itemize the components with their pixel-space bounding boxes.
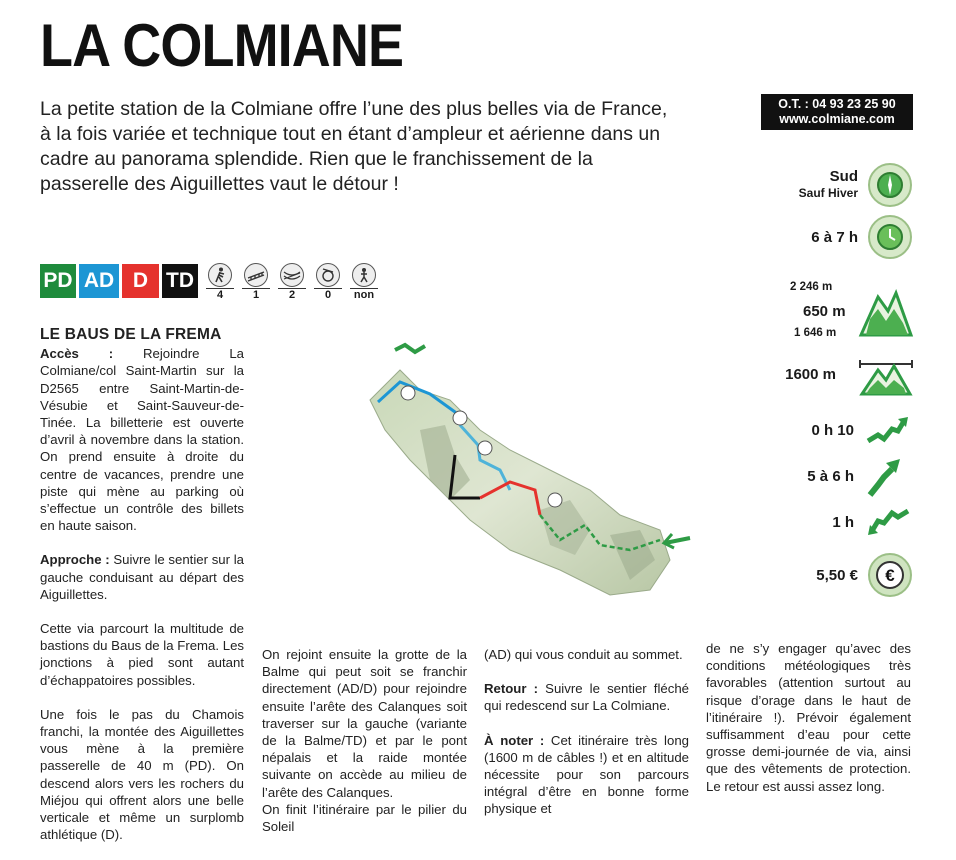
kids-icon — [352, 263, 376, 287]
paragraph: Cette via parcourt la multitude de bastions du Baus de la Frema. Les jonctions à pied sont autant d’échappatoires possibles. — [40, 621, 244, 688]
text-column-1 — [40, 326, 244, 860]
intro-text: La petite station de la Colmiane offre l’une des plus belles via de France, à la fois variée et technique tout en étant d’ampleur et aérienne dans un cadre au panorama splendide. Rien que le franchissement de la passerelle des Aiguillettes vaut le détour ! — [40, 98, 668, 195]
mountain-elevation-icon — [858, 283, 914, 339]
svg-text:€: € — [885, 566, 895, 585]
cable-bridge-icon — [280, 263, 304, 287]
approche-paragraph — [40, 551, 244, 603]
route-time-row — [807, 455, 912, 497]
grade-pd: PD — [40, 264, 76, 298]
paragraph: On rejoint ensuite la grotte de la Balme qui peut soit se franchir directement (AD/D) pour rejoindre ensuite l’arête des Calanques soit traverser sur la gauche (variante de la Balme/TD) et par le pont népalais et la raide montée suivante on accède au milieu de l’arête des Calanques. — [262, 647, 467, 800]
acces-text: Rejoindre La Colmiane/col Saint-Martin sur la D2565 entre Saint-Martin-de-Vésubie et Saint-Sauveur-de-Tinée. La billetterie est ouverte d’avril à novembre dans la station. On prend ensuite à droite du centre de vacances, prendre une piste qui mène au parking où s’effectue un contrôle des billets en haute saison. — [40, 346, 244, 534]
duration-value: 6 à 7 h — [811, 228, 858, 246]
equipment-value: 2 — [278, 288, 306, 301]
retour-text: Suivre le sentier fléché qui redescend sur La Colmiane. — [484, 681, 689, 714]
length-row — [785, 366, 846, 383]
equipment-value: non — [350, 288, 378, 301]
clock-icon — [868, 215, 912, 259]
altitude-bottom: 1 646 m — [794, 327, 837, 339]
retour-label: Retour : — [484, 681, 539, 697]
ascent-arrow-icon — [864, 455, 912, 497]
noter-paragraph — [484, 732, 689, 818]
equipment-item — [314, 263, 342, 301]
equipment-item — [350, 263, 378, 301]
equipment-item — [206, 263, 234, 301]
paragraph: de ne s’y engager qu’avec des conditions météologiques très favorables (attention surtout au risque d’orage dans le haut de l’itinéraire !). Prévoir également suffisamment d’eau pour cette grosse demi-journée de via, ainsi que des vêtements de protection. Le retour est aussi assez long. — [706, 641, 911, 794]
mountain-length-icon — [858, 350, 914, 396]
hiker-icon — [208, 263, 232, 287]
acces-paragraph — [40, 345, 244, 534]
orientation-value: Sud — [829, 168, 858, 185]
contact-phone: O.T. : 04 93 23 25 90 — [778, 97, 896, 111]
route-map — [360, 330, 705, 610]
equipment-value: 1 — [242, 288, 270, 301]
equipment-item — [242, 263, 270, 301]
paragraph: (AD) qui vous conduit au sommet. — [484, 647, 683, 662]
altitude-top: 2 246 m — [790, 281, 833, 293]
compass-icon — [868, 163, 912, 207]
euro-icon — [868, 553, 912, 597]
route-time-value: 5 à 6 h — [807, 467, 854, 485]
return-time-value: 1 h — [832, 513, 854, 531]
approche-label: Approche : — [40, 552, 110, 568]
length-value: 1600 m — [785, 366, 836, 383]
text-column-4 — [706, 640, 911, 812]
retour-paragraph — [484, 680, 689, 714]
descent-arrow-icon — [864, 505, 912, 539]
zipline-icon — [316, 263, 340, 287]
text-column-2 — [262, 646, 467, 852]
acces-label: Accès : — [40, 346, 114, 362]
page-title: LA COLMIANE — [40, 12, 404, 79]
ladder-bridge-icon — [244, 263, 268, 287]
noter-label: À noter : — [484, 732, 545, 748]
equipment-item — [278, 263, 306, 301]
contact-website[interactable]: www.colmiane.com — [779, 112, 895, 126]
elevation-value: 650 m — [803, 303, 846, 320]
approach-arrow-icon — [864, 413, 912, 447]
paragraph: On finit l’itinéraire par le pilier du Soleil — [262, 801, 467, 835]
grade-ad: AD — [79, 264, 119, 298]
price-row — [816, 553, 912, 597]
equipment-value: 4 — [206, 288, 234, 301]
grade-d: D — [122, 264, 159, 298]
equipment-value: 0 — [314, 288, 342, 301]
orientation-label — [799, 168, 858, 202]
orientation-row — [799, 163, 912, 207]
approach-row — [811, 413, 912, 447]
orientation-note: Sauf Hiver — [798, 186, 858, 200]
return-time-row — [832, 505, 912, 539]
route-title: LE BAUS DE LA FREMA — [40, 326, 222, 343]
approche-text: Suivre le sentier sur la gauche conduisant au départ des Aiguillettes. — [40, 552, 244, 602]
noter-text: Cet itinéraire très long (1600 m de câbles !) et en altitude nécessite pour son parcours intégral d’être en bonne forme physique et — [484, 732, 689, 817]
difficulty-grades — [40, 264, 198, 298]
price-value: 5,50 € — [816, 566, 858, 584]
paragraph: Une fois le pas du Chamois franchi, la montée des Aiguillettes vous mène à la première passerelle de 40 m (PD). On descend alors vers les rochers du Miéjou qui offrent alors une belle verticale et même un surplomb athlétique (D). — [40, 706, 244, 843]
approach-value: 0 h 10 — [811, 421, 854, 439]
duration-row — [811, 215, 912, 259]
text-column-3 — [484, 646, 689, 835]
grade-td: TD — [162, 264, 198, 298]
contact-box — [761, 94, 913, 130]
equipment-counts — [206, 263, 378, 301]
